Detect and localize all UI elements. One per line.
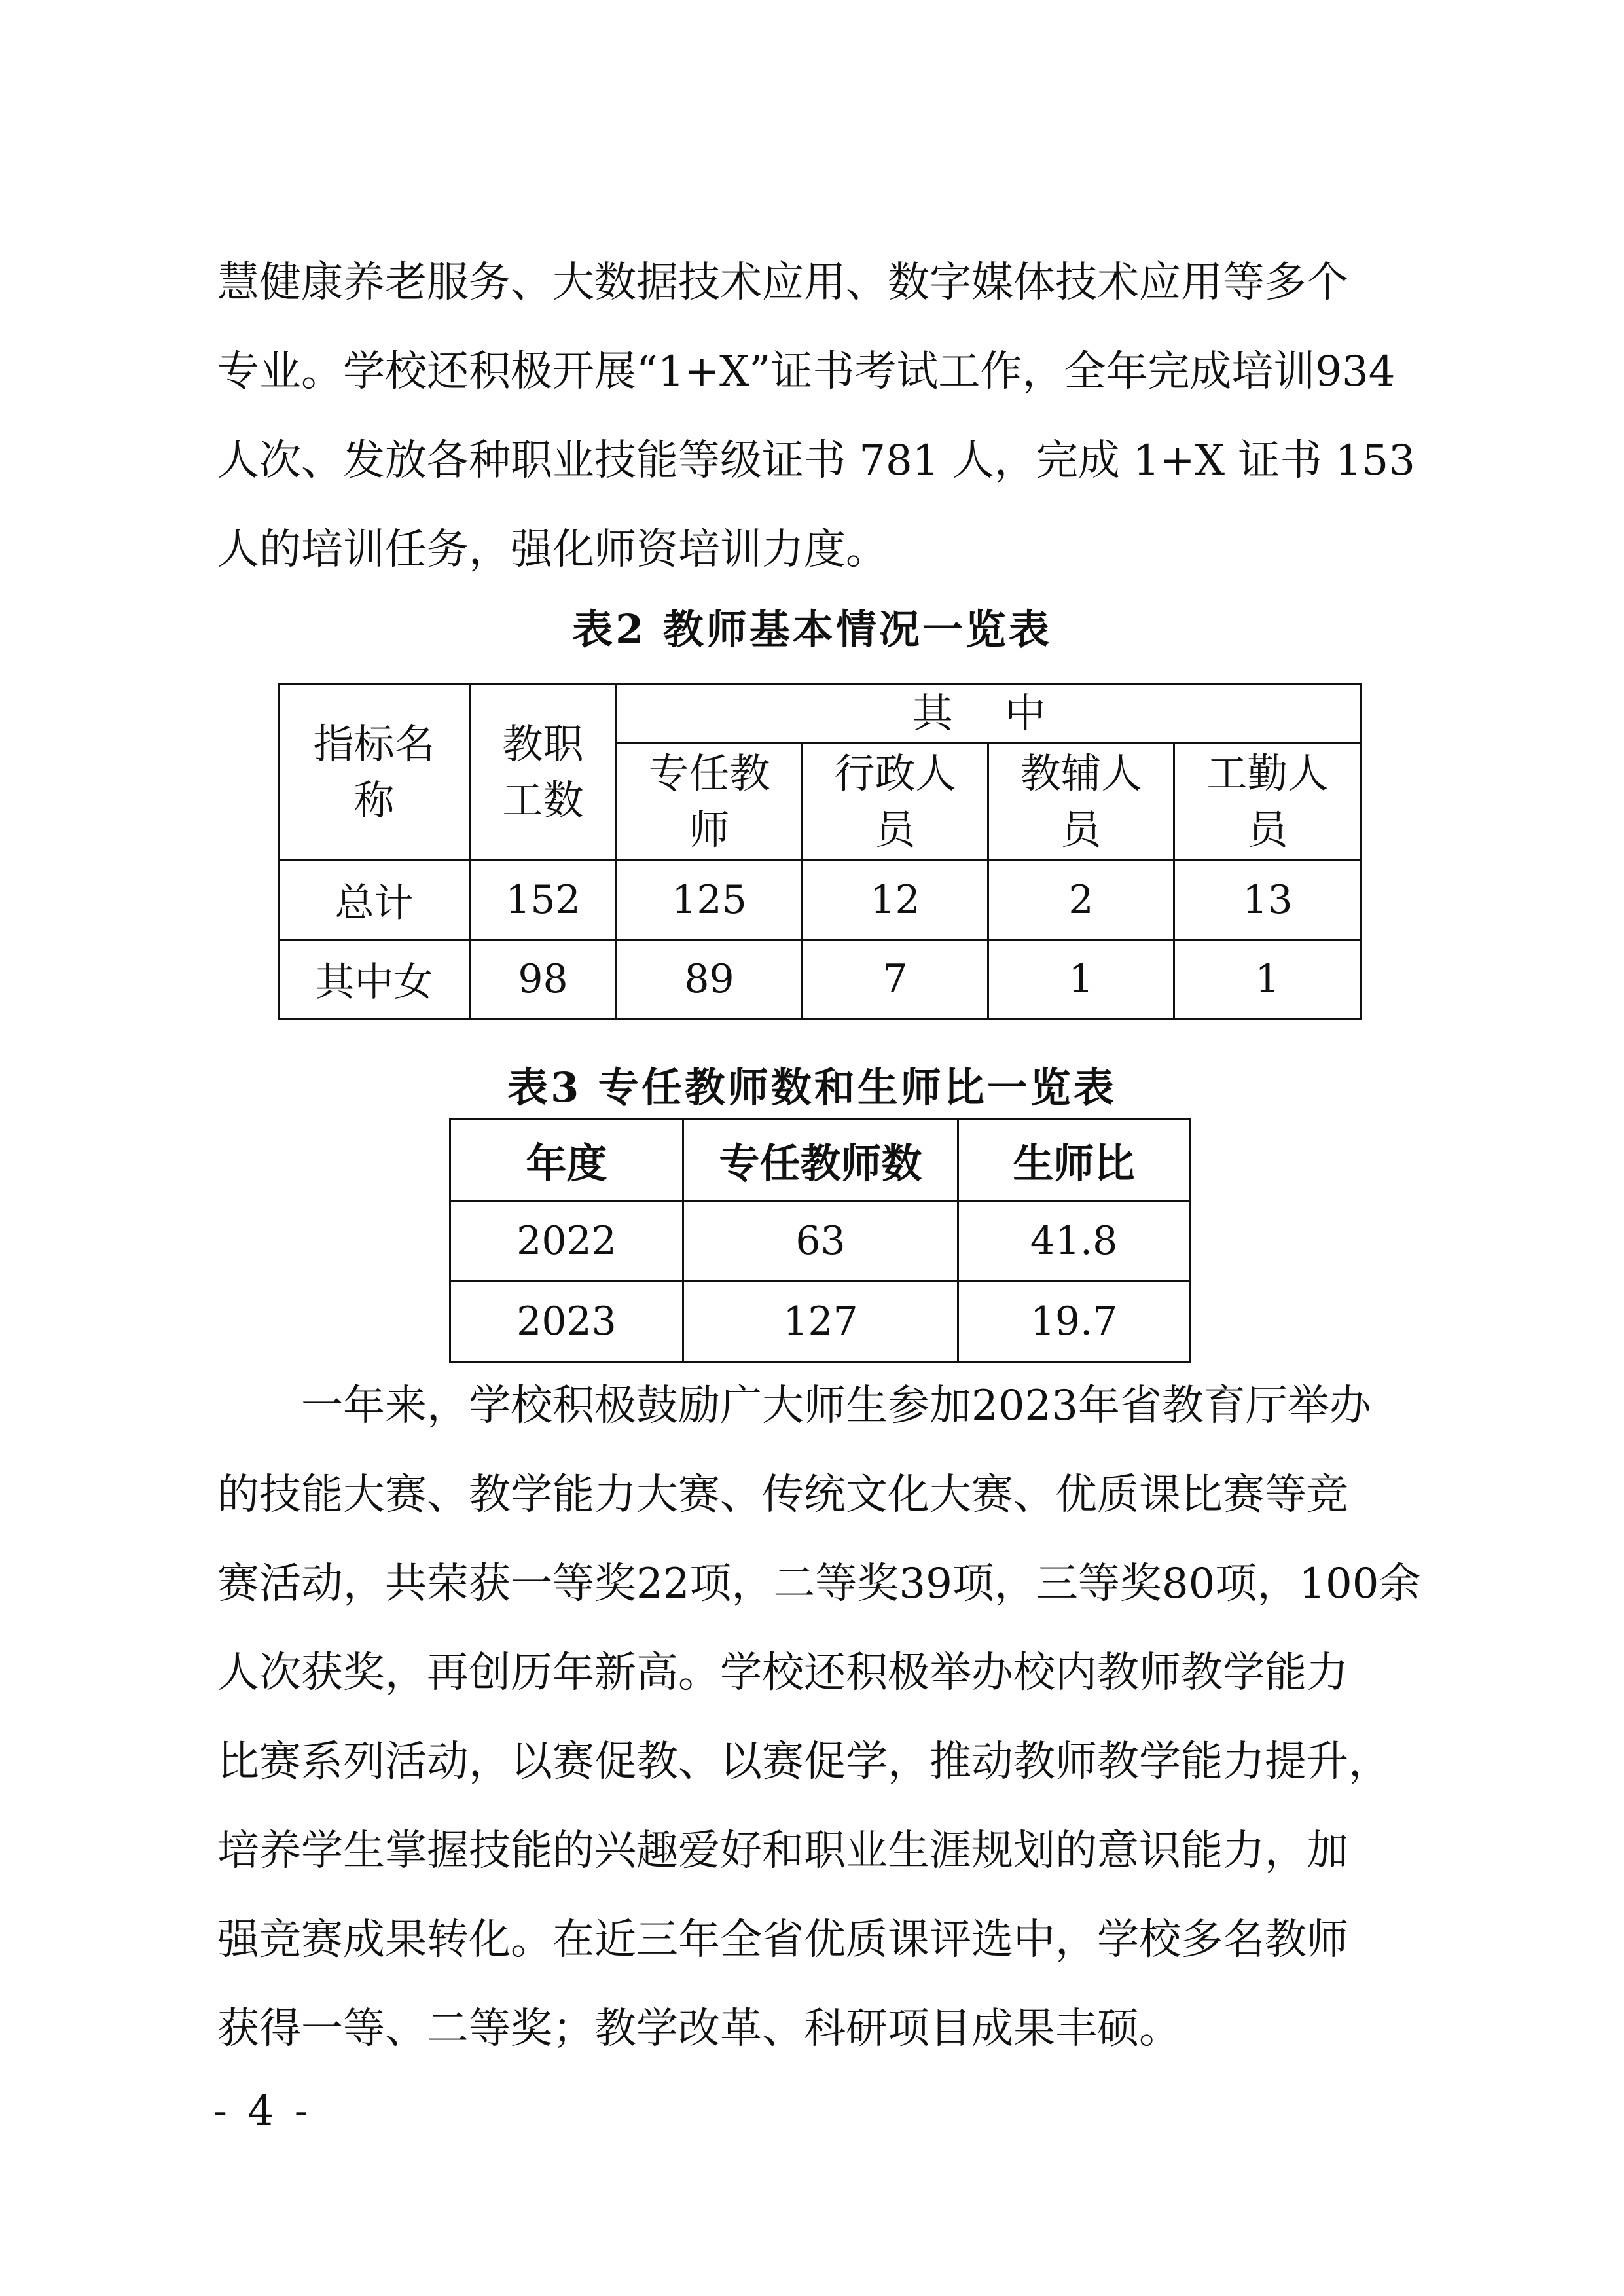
cell-full-time: 89 bbox=[617, 940, 803, 1019]
cell-year: 2022 bbox=[450, 1201, 683, 1282]
table-row bbox=[279, 940, 1362, 1019]
teacher-basic-info-table bbox=[278, 683, 1362, 1020]
text-line: 培养学生掌握技能的兴趣爱好和职业生涯规划的意识能力，加 bbox=[217, 1827, 1348, 1875]
header-aux-staff: 教辅人员 bbox=[988, 743, 1174, 861]
cell-year: 2023 bbox=[450, 1282, 683, 1362]
cell-full-time: 125 bbox=[617, 861, 803, 940]
cell-aux: 2 bbox=[988, 861, 1174, 940]
text-line: 强竞赛成果转化。在近三年全省优质课评选中，学校多名教师 bbox=[217, 1916, 1348, 1964]
cell-ratio: 19.7 bbox=[958, 1282, 1190, 1362]
cell-staff-total: 98 bbox=[470, 940, 617, 1019]
cell-aux: 1 bbox=[988, 940, 1174, 1019]
header-admin-staff: 行政人员 bbox=[803, 743, 988, 861]
text-line: 一年来，学校积极鼓励广大师生参加2023年省教育厅举办 bbox=[217, 1382, 1371, 1430]
cell-worker: 13 bbox=[1174, 861, 1362, 940]
text-line: 专业。学校还积极开展“1+X”证书考试工作，全年完成培训934 bbox=[217, 348, 1396, 396]
table2-caption: 表2 教师基本情况一览表 bbox=[572, 605, 1052, 653]
cell-ratio: 41.8 bbox=[958, 1201, 1190, 1282]
header-student-teacher-ratio: 生师比 bbox=[958, 1119, 1190, 1201]
page-number: - 4 - bbox=[213, 2087, 312, 2134]
header-group: 其 中 bbox=[617, 685, 1362, 743]
header-worker-staff: 工勤人员 bbox=[1174, 743, 1362, 861]
text-line: 人次获奖，再创历年新高。学校还积极举办校内教师教学能力 bbox=[217, 1649, 1348, 1697]
cell-admin: 7 bbox=[803, 940, 988, 1019]
header-full-time-teacher-count: 专任教师数 bbox=[683, 1119, 958, 1201]
text-line: 慧健康养老服务、大数据技术应用、数字媒体技术应用等多个 bbox=[217, 259, 1348, 307]
cell-admin: 12 bbox=[803, 861, 988, 940]
text-line: 获得一等、二等奖；教学改革、科研项目成果丰硕。 bbox=[217, 2005, 1181, 2053]
cell-teacher-count: 63 bbox=[683, 1201, 958, 1282]
body-paragraph-2 bbox=[217, 1361, 1419, 2073]
header-full-time-teachers: 专任教师 bbox=[617, 743, 803, 861]
text-line: 人次、发放各种职业技能等级证书 781 人，完成 1+X 证书 153 bbox=[217, 437, 1415, 485]
text-line: 的技能大赛、教学能力大赛、传统文化大赛、优质课比赛等竞 bbox=[217, 1471, 1348, 1519]
header-staff-total: 教职工数 bbox=[470, 685, 617, 861]
table-row bbox=[279, 861, 1362, 940]
table-row bbox=[450, 1282, 1190, 1362]
row-label: 总计 bbox=[279, 861, 470, 940]
cell-worker: 1 bbox=[1174, 940, 1362, 1019]
text-line: 比赛系列活动，以赛促教、以赛促学，推动教师教学能力提升， bbox=[217, 1738, 1390, 1786]
row-label: 其中女 bbox=[279, 940, 470, 1019]
cell-teacher-count: 127 bbox=[683, 1282, 958, 1362]
header-year: 年度 bbox=[450, 1119, 683, 1201]
table3-caption: 表3 专任教师数和生师比一览表 bbox=[507, 1064, 1117, 1111]
teacher-ratio-table bbox=[449, 1118, 1191, 1363]
header-indicator-name: 指标名称 bbox=[279, 685, 470, 861]
text-line: 人的培训任务，强化师资培训力度。 bbox=[217, 526, 888, 574]
text-line: 赛活动，共荣获一等奖22项，二等奖39项，三等奖80项，100余 bbox=[217, 1560, 1421, 1608]
table-row bbox=[450, 1201, 1190, 1282]
body-paragraph-1 bbox=[217, 238, 1419, 594]
cell-staff-total: 152 bbox=[470, 861, 617, 940]
